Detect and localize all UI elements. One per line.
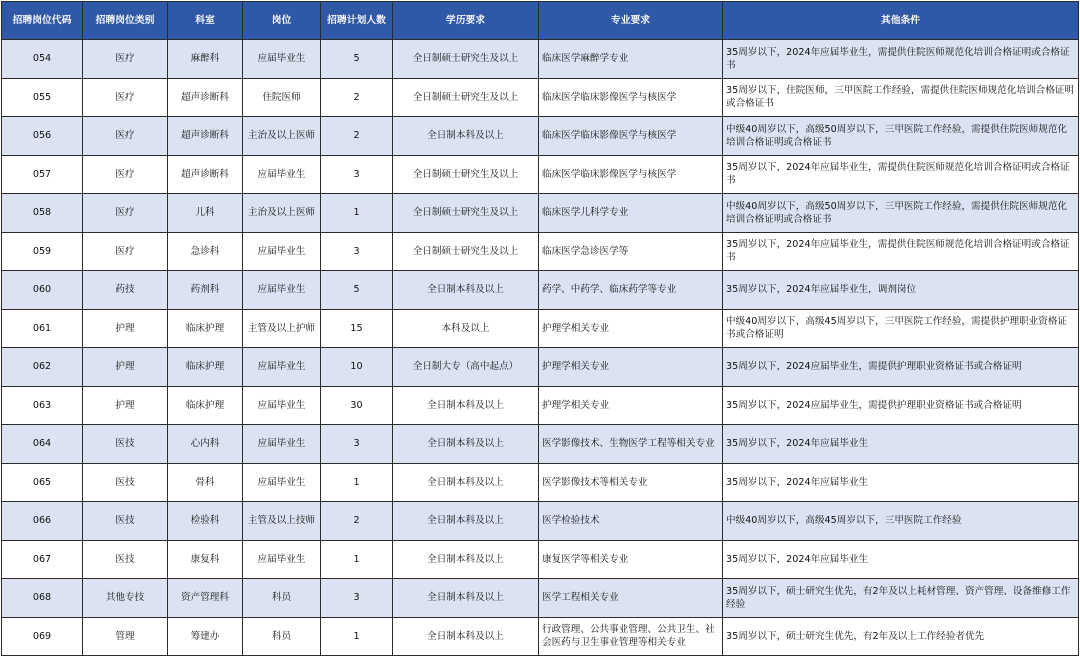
cell-major: 临床医学临床影像医学与核医学: [539, 155, 723, 194]
cell-education: 全日制硕士研究生及以上: [393, 40, 539, 79]
cell-education: 全日制硕士研究生及以上: [393, 155, 539, 194]
table-row: [2, 194, 1079, 233]
cell-major: 医学检验技术: [539, 502, 723, 541]
cell-education: 本科及以上: [393, 309, 539, 348]
cell-position: 应届毕业生: [243, 232, 321, 271]
cell-major: 行政管理、公共事业管理、公共卫生、社会医药与卫生事业管理等相关专业: [539, 617, 723, 656]
cell-education: 全日制本科及以上: [393, 425, 539, 464]
cell-other-conditions: 35周岁以下，住院医师，三甲医院工作经验，需提供住院医师规范化培训合格证明或合格证书: [723, 78, 1079, 117]
cell-planned-count: 1: [321, 194, 393, 233]
table-row: [2, 348, 1079, 387]
cell-education: 全日制本科及以上: [393, 386, 539, 425]
cell-position: 应届毕业生: [243, 463, 321, 502]
cell-position: 应届毕业生: [243, 540, 321, 579]
cell-other-conditions: 35周岁以下，2024年应届毕业生，需提供住院医师规范化培训合格证明或合格证书: [723, 40, 1079, 79]
cell-other-conditions: 35周岁以下，2024年应届毕业生，需提供住院医师规范化培训合格证明或合格证书: [723, 232, 1079, 271]
header-position-category: 招聘岗位类别: [83, 2, 168, 40]
cell-department: 药剂科: [168, 271, 243, 310]
table-row: [2, 463, 1079, 502]
cell-position-code: 069: [2, 617, 83, 656]
cell-education: 全日制本科及以上: [393, 617, 539, 656]
cell-other-conditions: 中级40周岁以下，高级50周岁以下，三甲医院工作经验，需提供住院医师规范化培训合格证明或合格证书: [723, 117, 1079, 156]
cell-planned-count: 3: [321, 232, 393, 271]
cell-department: 康复科: [168, 540, 243, 579]
cell-education: 全日制本科及以上: [393, 271, 539, 310]
cell-department: 超声诊断科: [168, 78, 243, 117]
cell-position-category: 医技: [83, 425, 168, 464]
cell-position-code: 065: [2, 463, 83, 502]
cell-position-code: 060: [2, 271, 83, 310]
cell-position-category: 护理: [83, 309, 168, 348]
cell-major: 医学工程相关专业: [539, 579, 723, 618]
cell-position: 应届毕业生: [243, 348, 321, 387]
header-position: 岗位: [243, 2, 321, 40]
cell-position-code: 066: [2, 502, 83, 541]
table-row: [2, 540, 1079, 579]
header-department: 科室: [168, 2, 243, 40]
cell-department: 超声诊断科: [168, 117, 243, 156]
cell-other-conditions: 35周岁以下，2024年应届毕业生: [723, 425, 1079, 464]
table-row: [2, 40, 1079, 79]
cell-major: 临床医学儿科学专业: [539, 194, 723, 233]
cell-major: 医学影像技术等相关专业: [539, 463, 723, 502]
table-row: [2, 617, 1079, 656]
cell-planned-count: 3: [321, 579, 393, 618]
cell-major: 临床医学急诊医学等: [539, 232, 723, 271]
cell-position-category: 医技: [83, 540, 168, 579]
cell-major: 康复医学等相关专业: [539, 540, 723, 579]
cell-position: 主治及以上医师: [243, 194, 321, 233]
cell-department: 检验科: [168, 502, 243, 541]
cell-department: 麻醉科: [168, 40, 243, 79]
cell-position-code: 067: [2, 540, 83, 579]
cell-major: 药学、中药学、临床药学等专业: [539, 271, 723, 310]
table-row: [2, 155, 1079, 194]
cell-position-category: 护理: [83, 386, 168, 425]
cell-major: 临床医学临床影像医学与核医学: [539, 78, 723, 117]
recruitment-table: [1, 1, 1079, 656]
cell-position-code: 068: [2, 579, 83, 618]
cell-position: 应届毕业生: [243, 271, 321, 310]
cell-position: 应届毕业生: [243, 386, 321, 425]
cell-other-conditions: 35周岁以下，2024年应届毕业生，调剂岗位: [723, 271, 1079, 310]
cell-department: 超声诊断科: [168, 155, 243, 194]
cell-department: 急诊科: [168, 232, 243, 271]
recruitment-table-container: [1, 1, 1079, 656]
table-row: [2, 309, 1079, 348]
cell-planned-count: 3: [321, 425, 393, 464]
cell-education: 全日制硕士研究生及以上: [393, 232, 539, 271]
cell-major: 医学影像技术、生物医学工程等相关专业: [539, 425, 723, 464]
cell-department: 临床护理: [168, 348, 243, 387]
cell-planned-count: 1: [321, 540, 393, 579]
table-row: [2, 579, 1079, 618]
cell-major: 护理学相关专业: [539, 309, 723, 348]
cell-position-category: 其他专技: [83, 579, 168, 618]
cell-position: 主管及以上护师: [243, 309, 321, 348]
cell-department: 儿科: [168, 194, 243, 233]
cell-position-category: 医技: [83, 502, 168, 541]
cell-position-code: 062: [2, 348, 83, 387]
cell-other-conditions: 35周岁以下，2024年应届毕业生，需提供住院医师规范化培训合格证明或合格证书: [723, 155, 1079, 194]
cell-department: 骨科: [168, 463, 243, 502]
cell-position: 主治及以上医师: [243, 117, 321, 156]
table-row: [2, 117, 1079, 156]
cell-major: 临床医学麻醉学专业: [539, 40, 723, 79]
cell-position: 科员: [243, 579, 321, 618]
cell-position-category: 医技: [83, 463, 168, 502]
cell-position-code: 057: [2, 155, 83, 194]
cell-other-conditions: 中级40周岁以下，高级45周岁以下，三甲医院工作经验，需提供护理职业资格证书或合格证明: [723, 309, 1079, 348]
cell-position: 应届毕业生: [243, 40, 321, 79]
cell-position-category: 护理: [83, 348, 168, 387]
cell-education: 全日制大专（高中起点）: [393, 348, 539, 387]
table-row: [2, 425, 1079, 464]
table-row: [2, 386, 1079, 425]
table-row: [2, 271, 1079, 310]
cell-planned-count: 2: [321, 78, 393, 117]
header-planned-count: 招聘计划人数: [321, 2, 393, 40]
cell-position-code: 054: [2, 40, 83, 79]
cell-education: 全日制本科及以上: [393, 579, 539, 618]
cell-position-category: 医疗: [83, 194, 168, 233]
cell-major: 护理学相关专业: [539, 348, 723, 387]
cell-department: 临床护理: [168, 309, 243, 348]
cell-other-conditions: 35周岁以下，2024年应届毕业生: [723, 463, 1079, 502]
cell-position: 应届毕业生: [243, 155, 321, 194]
cell-education: 全日制本科及以上: [393, 502, 539, 541]
cell-major: 护理学相关专业: [539, 386, 723, 425]
table-row: [2, 78, 1079, 117]
cell-planned-count: 5: [321, 40, 393, 79]
cell-position: 应届毕业生: [243, 425, 321, 464]
cell-other-conditions: 35周岁以下，2024年应届毕业生: [723, 540, 1079, 579]
cell-position-code: 059: [2, 232, 83, 271]
cell-planned-count: 5: [321, 271, 393, 310]
cell-position-code: 063: [2, 386, 83, 425]
cell-position-code: 058: [2, 194, 83, 233]
cell-major: 临床医学临床影像医学与核医学: [539, 117, 723, 156]
cell-department: 筹建办: [168, 617, 243, 656]
cell-education: 全日制本科及以上: [393, 540, 539, 579]
cell-planned-count: 30: [321, 386, 393, 425]
cell-position-category: 药技: [83, 271, 168, 310]
cell-position: 住院医师: [243, 78, 321, 117]
cell-other-conditions: 35周岁以下，2024应届毕业生，需提供护理职业资格证书或合格证明: [723, 386, 1079, 425]
cell-department: 心内科: [168, 425, 243, 464]
cell-planned-count: 1: [321, 617, 393, 656]
table-row: [2, 502, 1079, 541]
cell-department: 资产管理科: [168, 579, 243, 618]
cell-other-conditions: 35周岁以下，硕士研究生优先，有2年及以上耗材管理、资产管理、设备维修工作经验: [723, 579, 1079, 618]
header-other-conditions: 其他条件: [723, 2, 1079, 40]
cell-position-category: 医疗: [83, 117, 168, 156]
cell-planned-count: 3: [321, 155, 393, 194]
cell-position-code: 056: [2, 117, 83, 156]
cell-education: 全日制硕士研究生及以上: [393, 194, 539, 233]
cell-position-code: 055: [2, 78, 83, 117]
cell-planned-count: 2: [321, 502, 393, 541]
cell-position-category: 医疗: [83, 232, 168, 271]
cell-planned-count: 2: [321, 117, 393, 156]
header-position-code: 招聘岗位代码: [2, 2, 83, 40]
cell-planned-count: 1: [321, 463, 393, 502]
cell-position-category: 管理: [83, 617, 168, 656]
cell-education: 全日制本科及以上: [393, 463, 539, 502]
cell-position-code: 064: [2, 425, 83, 464]
cell-other-conditions: 35周岁以下，硕士研究生优先，有2年及以上工作经验者优先: [723, 617, 1079, 656]
header-education: 学历要求: [393, 2, 539, 40]
table-body: [2, 40, 1079, 656]
header-major: 专业要求: [539, 2, 723, 40]
table-row: [2, 232, 1079, 271]
cell-planned-count: 15: [321, 309, 393, 348]
cell-position-code: 061: [2, 309, 83, 348]
cell-other-conditions: 中级40周岁以下，高级45周岁以下，三甲医院工作经验: [723, 502, 1079, 541]
header-row: [2, 2, 1079, 40]
cell-position-category: 医疗: [83, 78, 168, 117]
cell-other-conditions: 35周岁以下，2024应届毕业生，需提供护理职业资格证书或合格证明: [723, 348, 1079, 387]
cell-department: 临床护理: [168, 386, 243, 425]
cell-other-conditions: 中级40周岁以下，高级50周岁以下，三甲医院工作经验，需提供住院医师规范化培训合格证明或合格证书: [723, 194, 1079, 233]
cell-education: 全日制硕士研究生及以上: [393, 78, 539, 117]
cell-position: 主管及以上技师: [243, 502, 321, 541]
cell-education: 全日制本科及以上: [393, 117, 539, 156]
cell-planned-count: 10: [321, 348, 393, 387]
cell-position-category: 医疗: [83, 40, 168, 79]
cell-position: 科员: [243, 617, 321, 656]
cell-position-category: 医疗: [83, 155, 168, 194]
